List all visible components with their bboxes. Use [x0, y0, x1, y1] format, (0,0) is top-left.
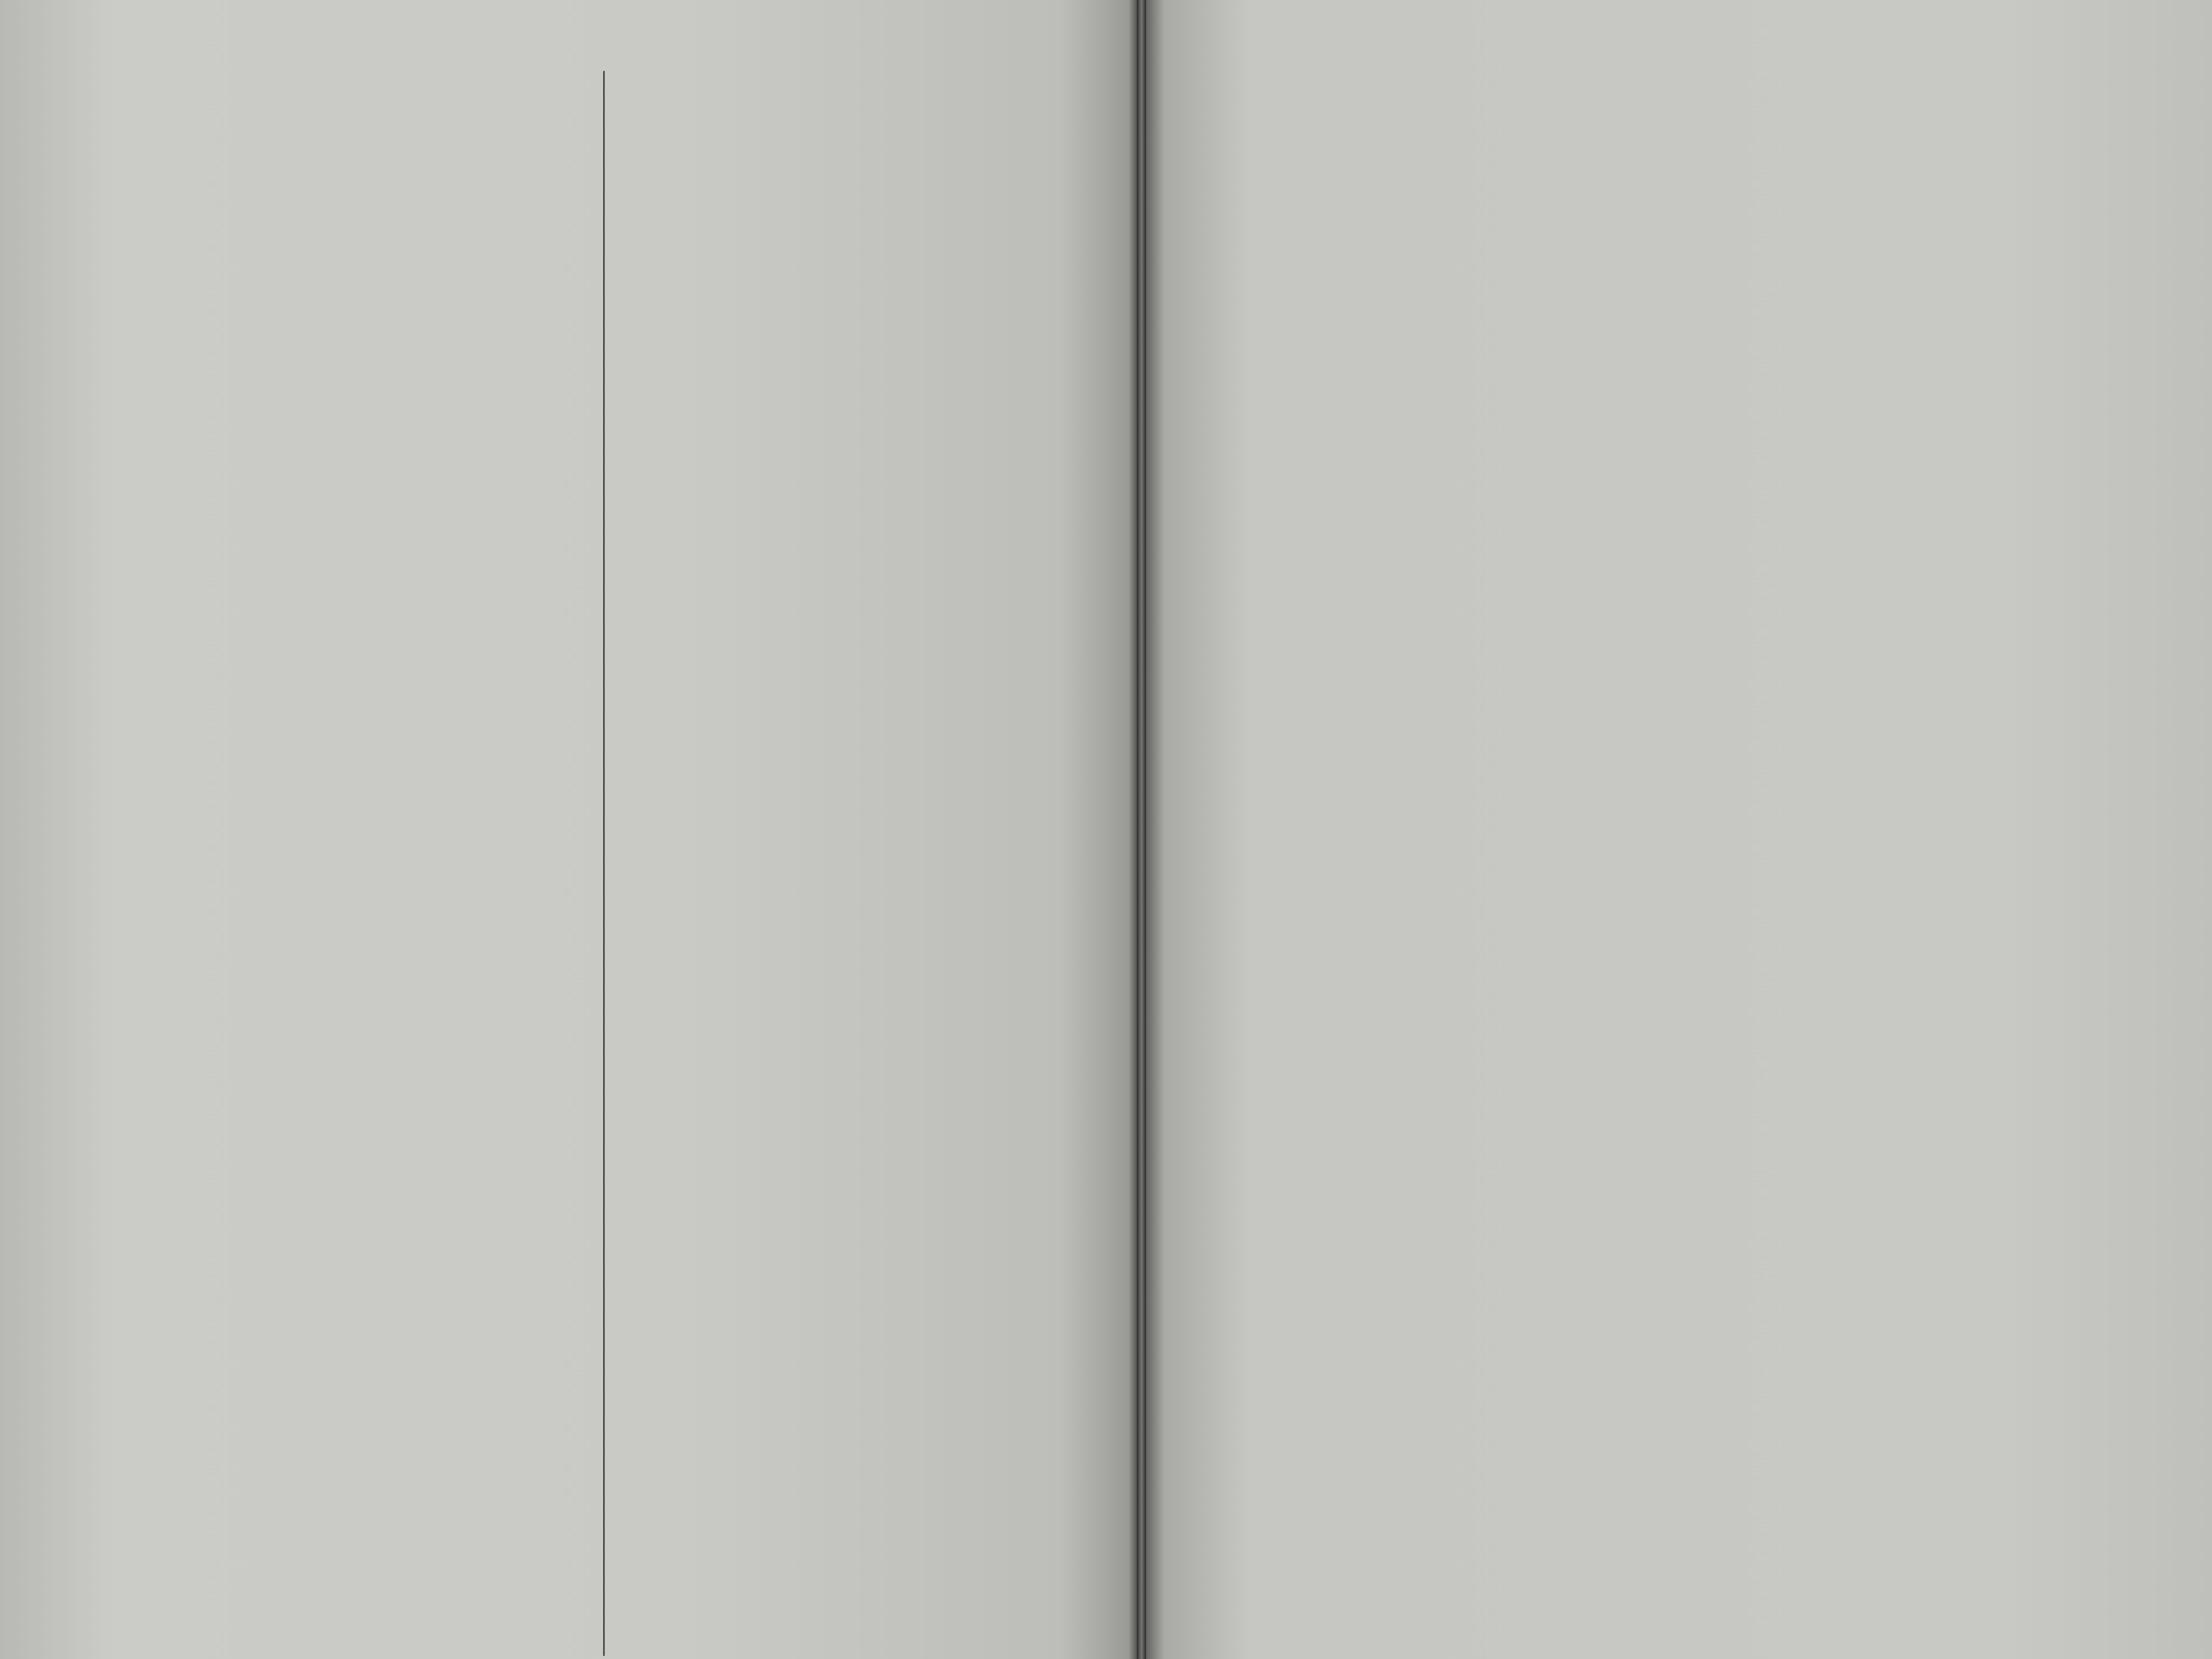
census-form-table	[1140, 60, 2127, 1564]
column-divider	[603, 71, 605, 1656]
table-grid-lines	[1140, 60, 2127, 1564]
instructions-column-2	[611, 71, 1097, 1656]
instructions-column-1	[62, 71, 602, 1656]
